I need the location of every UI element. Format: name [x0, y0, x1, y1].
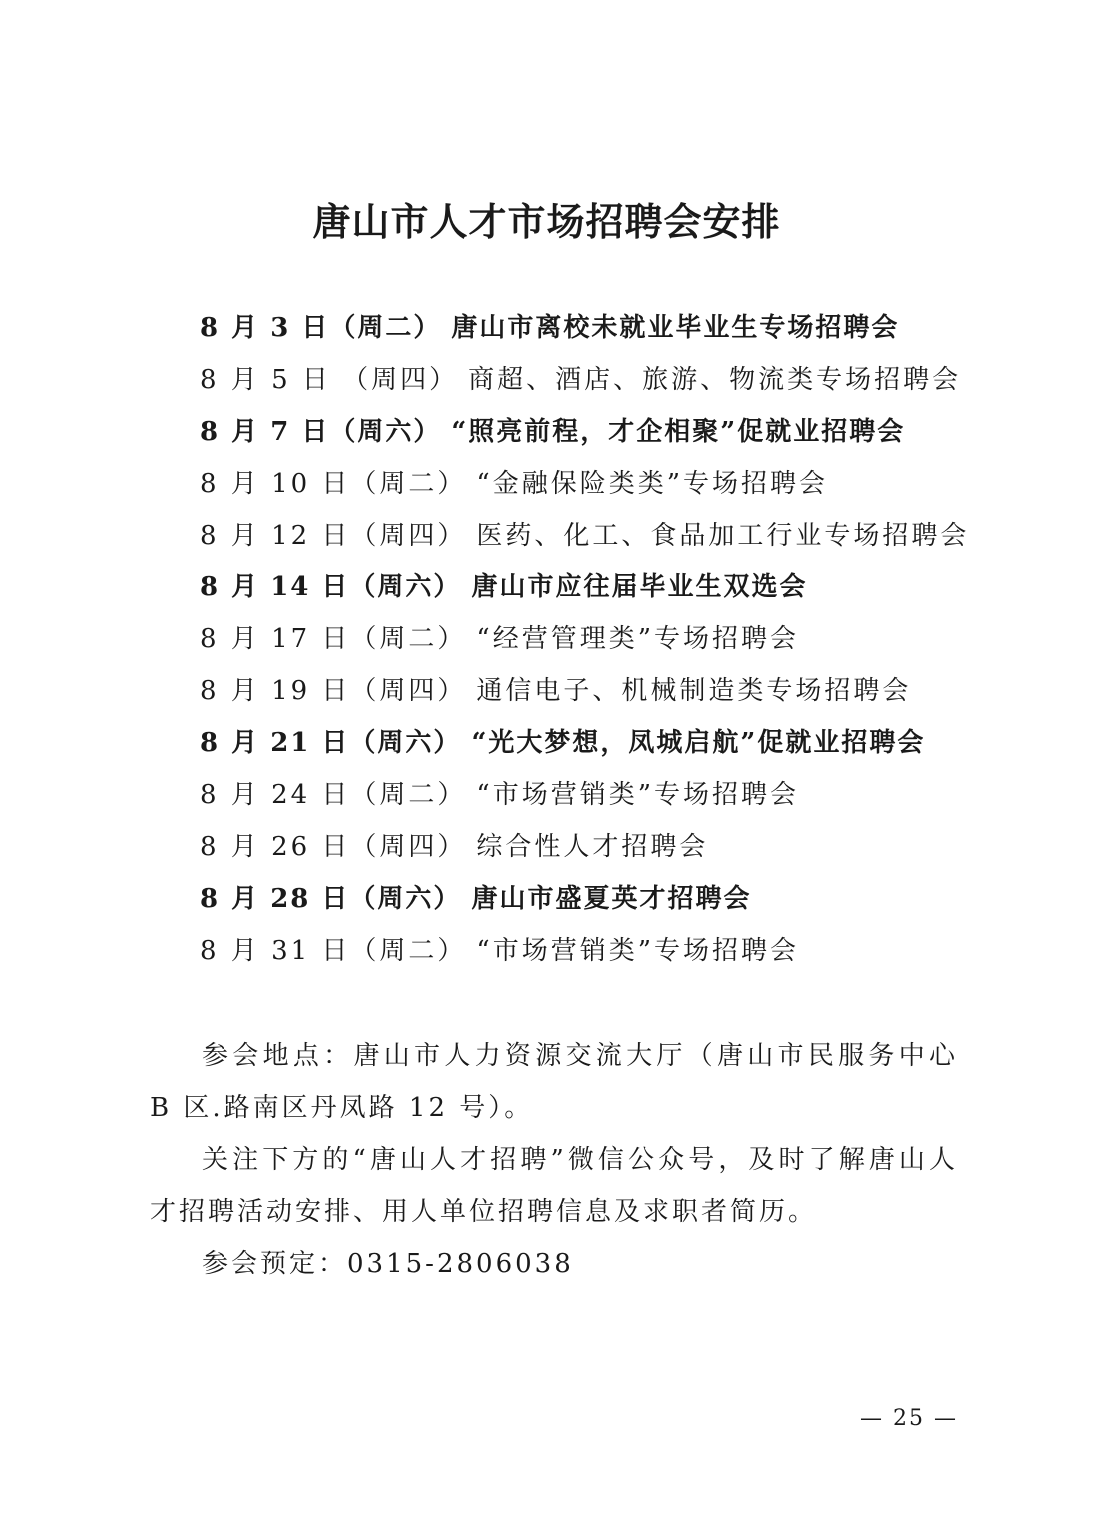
schedule-date: 8 月 7 日（周六）: [200, 416, 442, 447]
schedule-event: 医药、化工、食品加工行业专场招聘会: [476, 520, 970, 551]
booking-paragraph: 参会预定：0315-2806038: [202, 1249, 574, 1279]
schedule-row: [200, 306, 1060, 358]
schedule-date: 8 月 21 日（周六）: [200, 728, 462, 759]
schedule-event: “金融保险类类”专场招聘会: [476, 468, 829, 499]
schedule-event: “光大梦想，凤城启航”促就业招聘会: [471, 728, 926, 759]
page-number: — 25 —: [860, 1406, 958, 1431]
schedule-event: “照亮前程，才企相聚”促就业招聘会: [451, 416, 906, 447]
schedule-date: 8 月 24 日（周二）: [200, 780, 467, 811]
schedule-date: 8 月 14 日（周六）: [200, 572, 462, 603]
schedule-event: 商超、酒店、旅游、物流类专场招聘会: [468, 364, 962, 395]
schedule-row: [200, 877, 1060, 929]
schedule-event: 通信电子、机械制造类专场招聘会: [476, 676, 912, 707]
schedule-row: [200, 669, 1060, 721]
schedule-date: 8 月 5 日 （周四）: [200, 364, 459, 395]
schedule-event: “市场营销类”专场招聘会: [476, 780, 800, 811]
schedule-date: 8 月 28 日（周六）: [200, 883, 462, 914]
schedule-row: [200, 565, 1060, 617]
schedule-event: 唐山市应往届毕业生双选会: [471, 572, 808, 603]
schedule-row: [200, 462, 1060, 514]
schedule-date: 8 月 12 日（周四）: [200, 520, 467, 551]
schedule-date: 8 月 10 日（周二）: [200, 468, 467, 499]
schedule-row: [200, 514, 1060, 566]
schedule-row: [200, 617, 1060, 669]
schedule-date: 8 月 26 日（周四）: [200, 831, 467, 862]
schedule-event: 唐山市盛夏英才招聘会: [471, 883, 752, 914]
schedule-event: 唐山市离校未就业毕业生专场招聘会: [451, 313, 900, 343]
page-title: 唐山市人才市场招聘会安排: [312, 199, 781, 244]
schedule-event: “市场营销类”专场招聘会: [476, 935, 800, 966]
schedule-row: [200, 929, 1060, 981]
schedule-row: [200, 773, 1060, 825]
schedule-event: “经营管理类”专场招聘会: [476, 624, 800, 655]
schedule-row: [200, 410, 1060, 462]
schedule-date: 8 月 19 日（周四）: [200, 676, 467, 707]
schedule-date: 8 月 3 日（周二）: [200, 313, 442, 343]
follow-paragraph: 关注下方的“唐山人才招聘”微信公众号，及时了解唐山人才招聘活动安排、用人单位招聘信息及求职者简历。: [150, 1145, 958, 1227]
venue-paragraph: 参会地点：唐山市人力资源交流大厅（唐山市民服务中心 B 区.路南区丹凤路 12 号）。: [150, 1041, 958, 1123]
schedule-date: 8 月 17 日（周二）: [200, 624, 467, 655]
schedule-row: [200, 358, 1060, 410]
schedule-list: [200, 306, 1060, 981]
schedule-row: [200, 825, 1060, 877]
schedule-date: 8 月 31 日（周二）: [200, 935, 467, 966]
schedule-event: 综合性人才招聘会: [476, 831, 709, 862]
schedule-row: [200, 721, 1060, 773]
